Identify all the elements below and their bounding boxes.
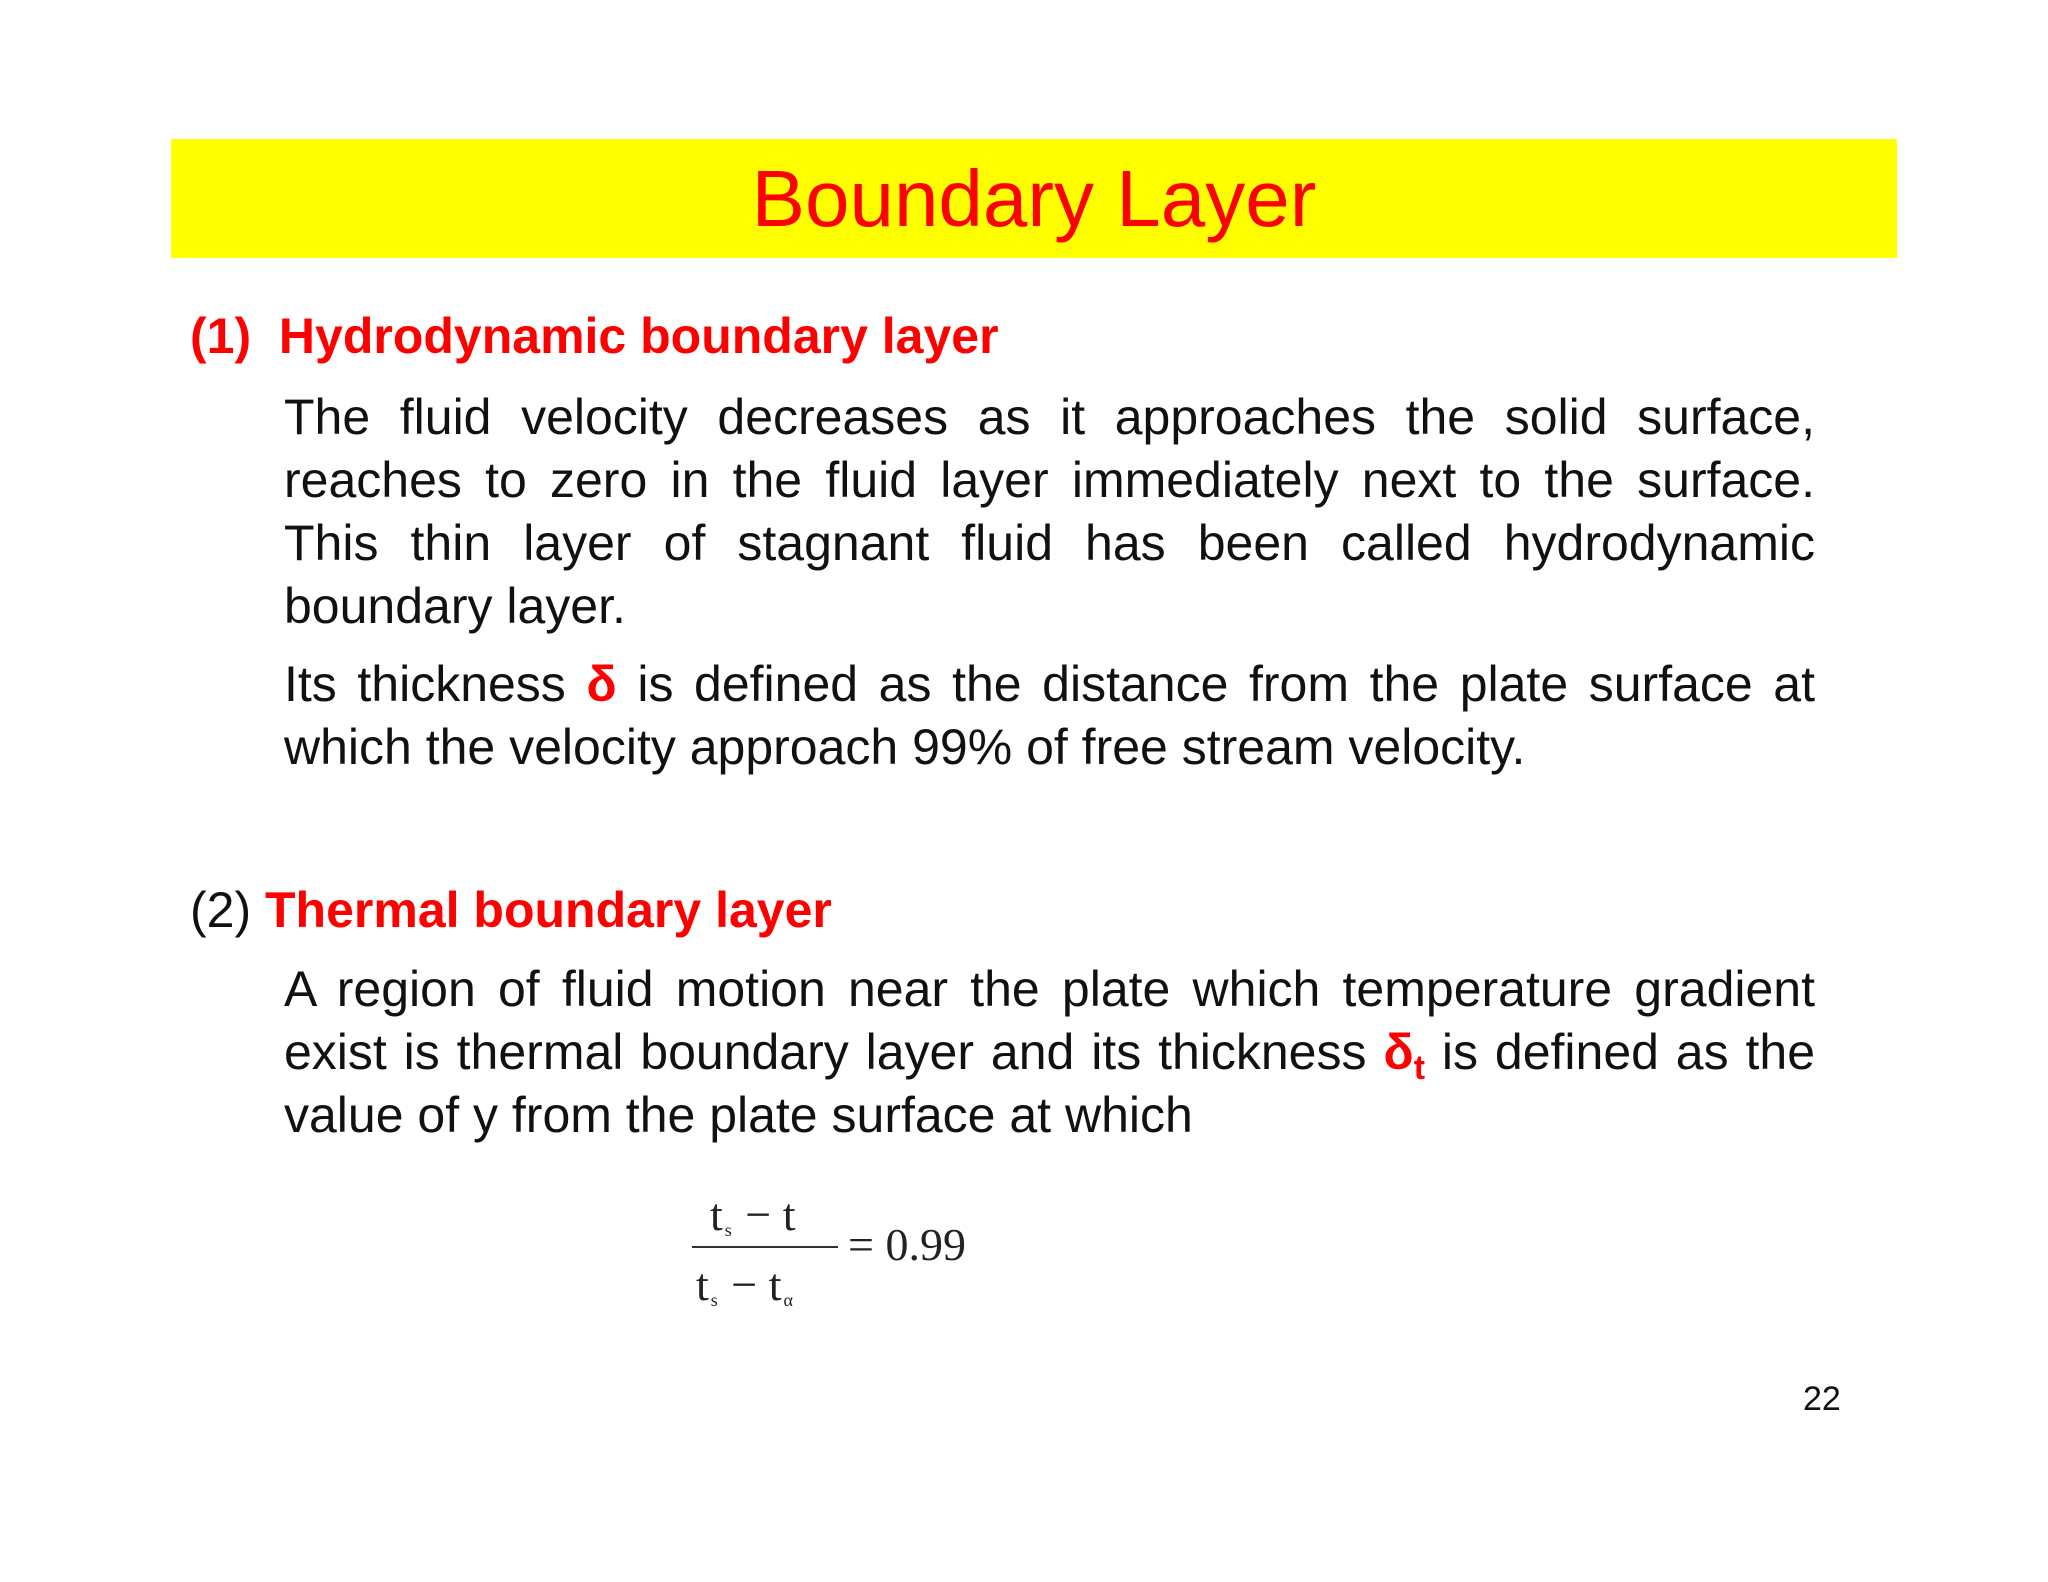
section2-p-after: is defined as the value of y from the plate surface at which <box>284 1024 1815 1143</box>
num-minus: − <box>745 1189 772 1240</box>
section2-number: (2) <box>190 882 252 938</box>
den-t-s: t <box>696 1259 709 1310</box>
section1-title: Hydrodynamic boundary layer <box>278 308 999 364</box>
section1-p2-before: Its thickness <box>284 656 587 712</box>
num-t-s: t <box>710 1189 723 1240</box>
delta-t-subscript: t <box>1413 1049 1426 1087</box>
equation-result <box>848 1218 966 1271</box>
section2-paragraph <box>284 958 1815 1147</box>
section2-p-before: A region of fluid motion near the plate which temperature gradient exist is thermal boundary layer and its thickness <box>284 961 1815 1080</box>
equals-sign: = <box>848 1219 874 1270</box>
den-s-subscript: s <box>710 1290 718 1310</box>
page-number: 22 <box>1803 1380 1841 1418</box>
num-t: t <box>782 1189 796 1240</box>
delta-t-symbol <box>1383 1024 1426 1087</box>
slide-title: Boundary Layer <box>751 153 1317 243</box>
equation-value: 0.99 <box>885 1219 966 1270</box>
section1-paragraph1: The fluid velocity decreases as it approaches the solid surface, reaches to zero in the fluid layer immediately next to the surface. This thin layer of stagnant fluid has been called hydrodynamic boundary layer. <box>284 389 1815 634</box>
den-minus: − <box>731 1259 758 1310</box>
equation-numerator <box>710 1188 796 1241</box>
section2-heading <box>190 882 832 938</box>
section1-p2-after: is defined as the distance from the plate surface at which the velocity approach 99% of free stream velocity. <box>284 656 1815 775</box>
delta-symbol: δ <box>586 656 617 712</box>
section1-paragraph2 <box>284 653 1815 779</box>
den-t-alpha: t <box>768 1259 782 1310</box>
section2-title: Thermal boundary layer <box>265 882 832 938</box>
fraction-bar <box>692 1246 838 1248</box>
section1-heading <box>190 308 999 364</box>
title-banner <box>171 139 1897 258</box>
delta-t-base: δ <box>1383 1024 1414 1080</box>
den-alpha-subscript: α <box>783 1290 793 1310</box>
equation-denominator <box>696 1258 795 1311</box>
section1-number: (1) <box>190 308 252 364</box>
num-s-subscript: s <box>724 1220 732 1240</box>
temperature-ratio-equation <box>680 1180 1020 1320</box>
